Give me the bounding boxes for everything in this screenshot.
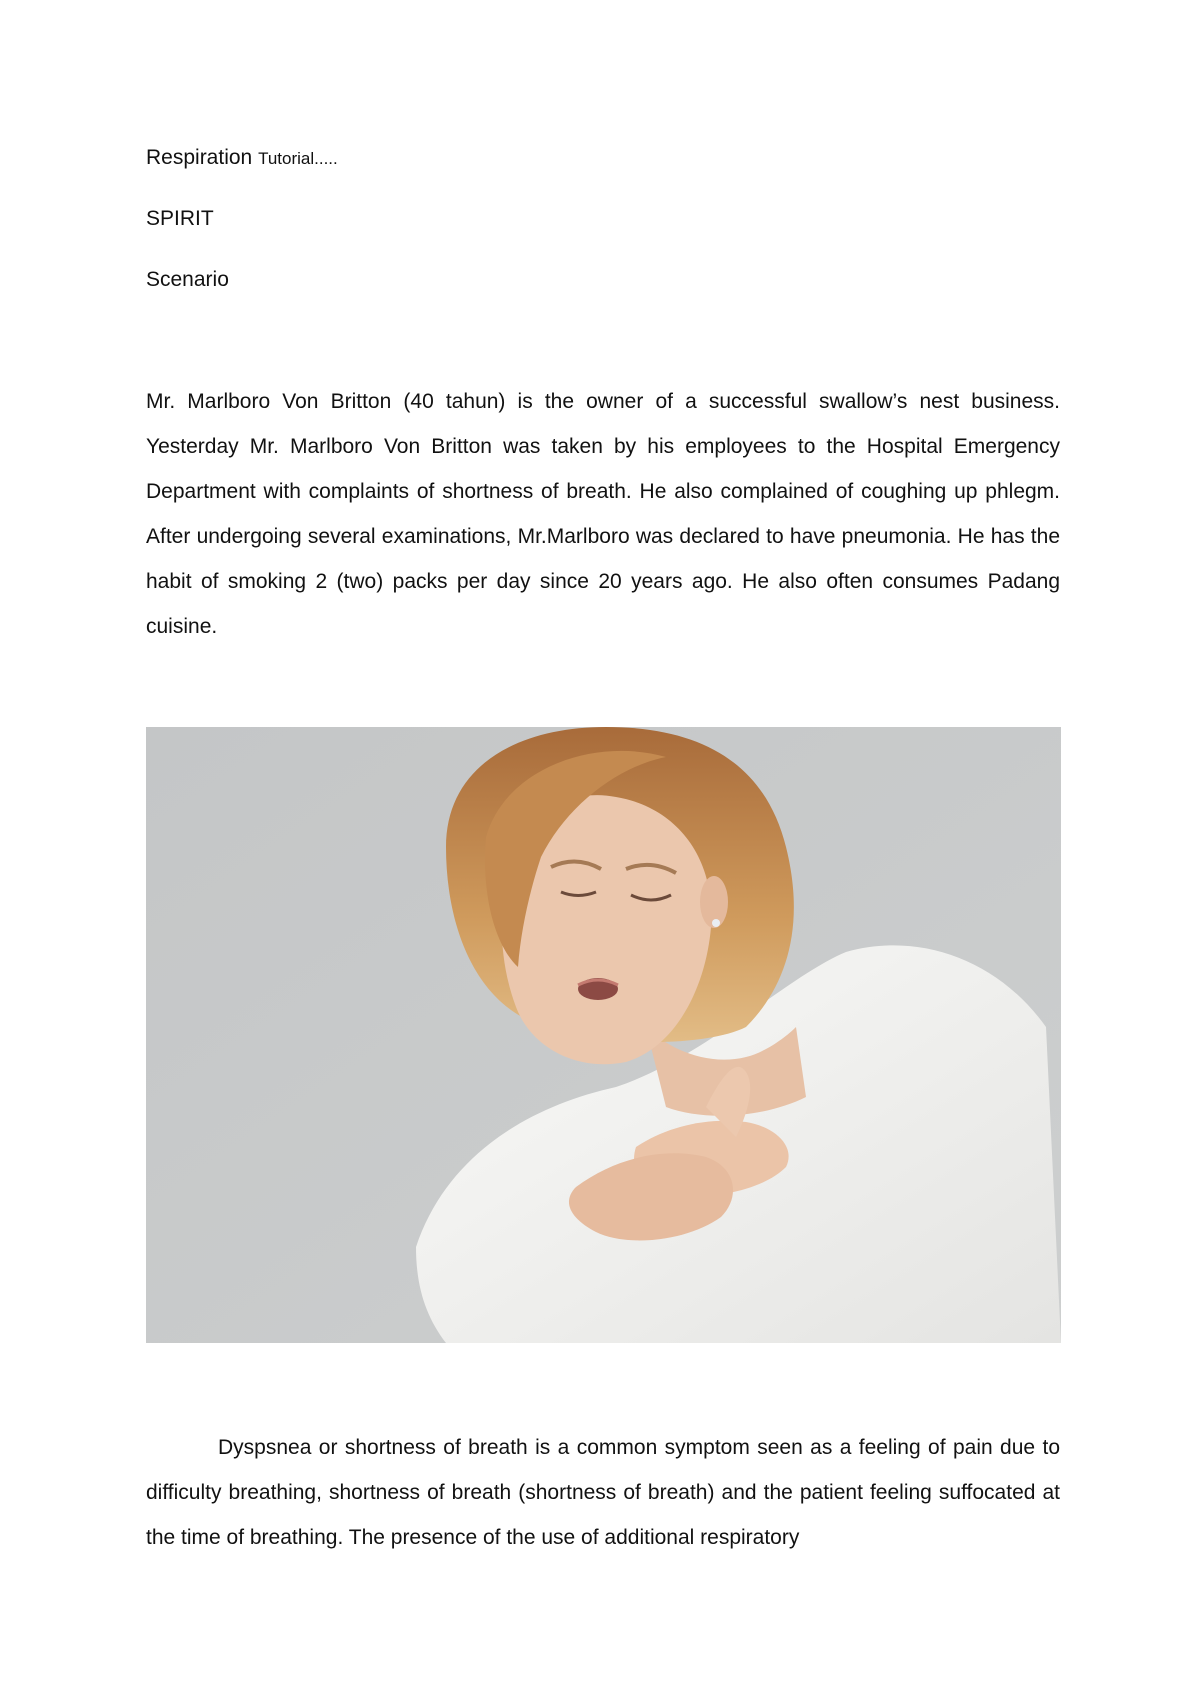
section-heading: Scenario: [146, 268, 229, 291]
scenario-paragraph-block: [146, 379, 1060, 649]
title-main: Respiration: [146, 146, 253, 169]
scenario-photo: [146, 727, 1061, 1343]
program-label: SPIRIT: [146, 207, 214, 230]
explanation-paragraph-block: [146, 1425, 1060, 1560]
scenario-paragraph: Mr. Marlboro Von Britton (40 tahun) is the owner of a successful swallow’s nest business. Yesterday Mr. Marlboro Von Britton was taken by his employees to the Hospital Emergency Department with complaints of shortness of breath. He also complained of coughing up phlegm. After undergoing several examinations, Mr.Marlboro was declared to have pneumonia. He has the habit of smoking 2 (two) packs per day since 20 years ago. He also often consumes Padang cuisine.: [146, 390, 1060, 638]
title-subtitle: Tutorial.....: [258, 149, 338, 168]
document-title: [146, 146, 338, 170]
explanation-paragraph: Dyspsnea or shortness of breath is a common symptom seen as a feeling of pain due to difficulty breathing, shortness of breath (shortness of breath) and the patient feeling suffocated at the time of breathing. The presence of the use of additional respiratory: [146, 1436, 1060, 1549]
woman-breathing-difficulty-illustration: [146, 727, 1061, 1343]
